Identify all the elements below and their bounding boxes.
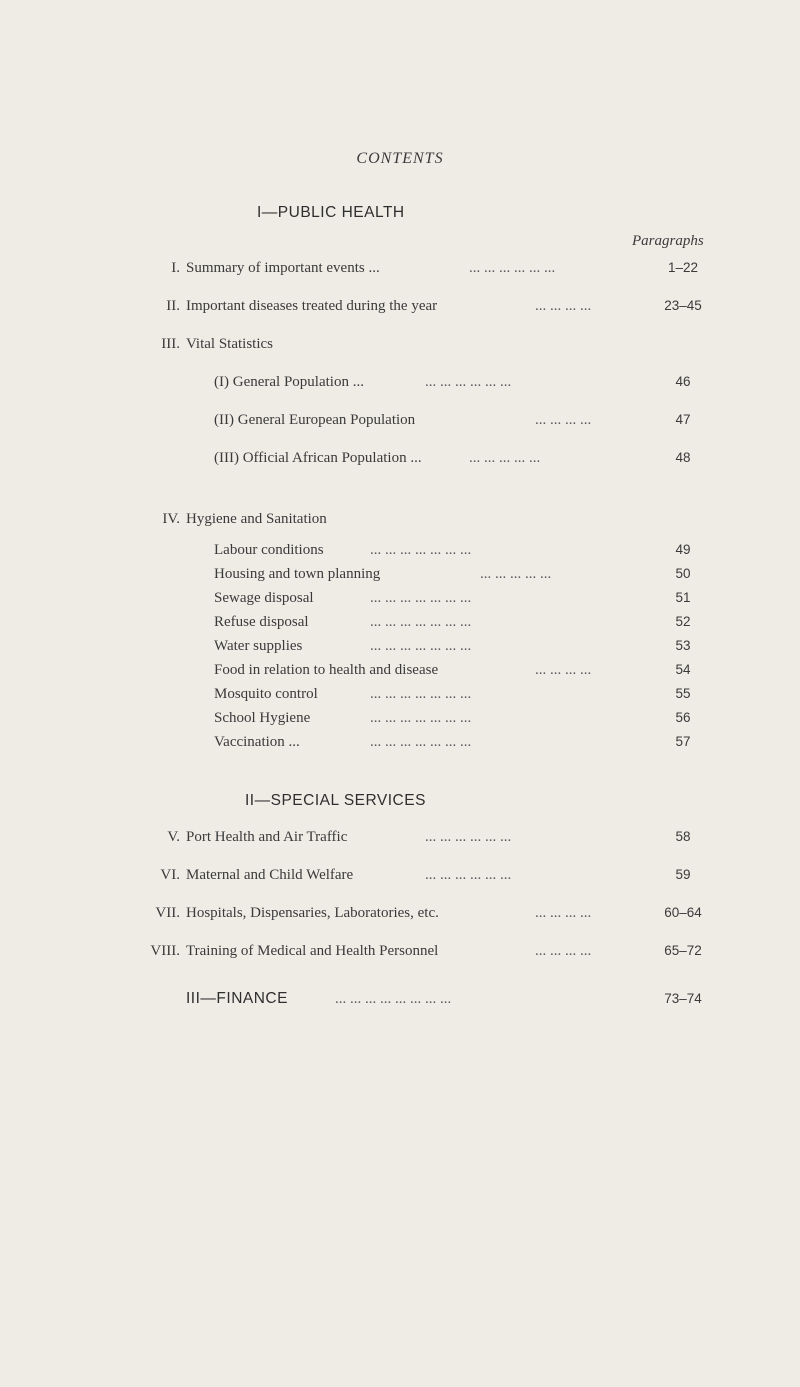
- entry-label: Food in relation to health and disease: [214, 662, 439, 678]
- entry-label: Vaccination ...: [214, 734, 300, 750]
- entry-number: VIII.: [150, 943, 180, 959]
- toc-subentry: [0, 611, 800, 633]
- entry-number: V.: [167, 829, 180, 845]
- leader-dots: ... ... ... ... ...: [480, 566, 552, 582]
- leader-dots: ... ... ... ... ... ...: [425, 867, 512, 883]
- entry-number: II.: [166, 298, 180, 314]
- leader-dots: ... ... ... ... ... ... ...: [370, 710, 472, 726]
- entry-label: Vital Statistics: [186, 336, 274, 352]
- leader-dots: ... ... ... ...: [535, 412, 592, 428]
- toc-subentry: [0, 563, 800, 585]
- entry-label: School Hygiene: [214, 710, 311, 726]
- entry-label: Labour conditions: [214, 542, 324, 558]
- paragraph-ref: 51: [675, 590, 691, 605]
- entry-label: Training of Medical and Health Personnel: [186, 943, 439, 959]
- entry-label: Port Health and Air Traffic: [186, 829, 348, 845]
- page-title: CONTENTS: [356, 150, 444, 167]
- leader-dots: ... ... ... ... ... ... ...: [370, 590, 472, 606]
- toc-subentry: [0, 539, 800, 561]
- leader-dots: ... ... ... ... ... ... ...: [370, 542, 472, 558]
- toc-subentry: [0, 707, 800, 729]
- paragraph-ref: 73–74: [664, 991, 702, 1006]
- leader-dots: ... ... ... ... ... ...: [469, 260, 556, 276]
- paragraph-ref: 59: [675, 867, 691, 882]
- paragraph-ref: 58: [675, 829, 691, 844]
- toc-subentry: [0, 587, 800, 609]
- paragraph-ref: 52: [675, 614, 691, 629]
- toc-subentry: [0, 447, 800, 469]
- toc-entry: [0, 508, 800, 530]
- entry-label: Housing and town planning: [214, 566, 381, 582]
- toc-entry-finance: [0, 988, 800, 1010]
- leader-dots: ... ... ... ... ... ...: [425, 374, 512, 390]
- leader-dots: ... ... ... ... ... ... ...: [370, 638, 472, 654]
- entry-label: (I) General Population ...: [214, 374, 364, 390]
- toc-subentry: [0, 409, 800, 431]
- entry-label: (III) Official African Population ...: [214, 450, 422, 466]
- paragraph-ref: 46: [675, 374, 691, 389]
- entry-number: III.: [161, 336, 180, 352]
- leader-dots: ... ... ... ... ...: [469, 450, 541, 466]
- section-heading-finance: III—FINANCE: [186, 990, 288, 1007]
- entry-label: Hospitals, Dispensaries, Laboratories, etc.: [186, 905, 439, 921]
- entry-label: Water supplies: [214, 638, 303, 654]
- paragraph-ref: 65–72: [664, 943, 702, 958]
- entry-number: VII.: [155, 905, 180, 921]
- leader-dots: ... ... ... ...: [535, 662, 592, 678]
- entry-label: Refuse disposal: [214, 614, 309, 630]
- toc-subentry: [0, 731, 800, 753]
- paragraphs-column-header: Paragraphs: [632, 233, 704, 249]
- leader-dots: ... ... ... ... ... ... ...: [370, 734, 472, 750]
- leader-dots: ... ... ... ...: [535, 298, 592, 314]
- paragraph-ref: 47: [675, 412, 691, 427]
- entry-number: IV.: [162, 511, 180, 527]
- paragraph-ref: 50: [675, 566, 691, 581]
- toc-entry: [0, 333, 800, 355]
- paragraph-ref: 57: [675, 734, 691, 749]
- leader-dots: ... ... ... ... ... ... ... ...: [335, 991, 452, 1007]
- toc-entry: [0, 864, 800, 886]
- section-heading-public-health: I—PUBLIC HEALTH: [257, 204, 405, 221]
- paragraph-ref: 56: [675, 710, 691, 725]
- entry-label: Summary of important events ...: [186, 260, 380, 276]
- paragraph-ref: 1–22: [667, 260, 699, 275]
- leader-dots: ... ... ... ...: [535, 905, 592, 921]
- toc-entry: [0, 257, 800, 279]
- entry-number: VI.: [160, 867, 180, 883]
- toc-entry: [0, 826, 800, 848]
- entry-label: Sewage disposal: [214, 590, 314, 606]
- paragraph-ref: 53: [675, 638, 691, 653]
- paragraph-ref: 23–45: [664, 298, 702, 313]
- paragraph-ref: 55: [675, 686, 691, 701]
- paragraph-ref: 54: [675, 662, 691, 677]
- leader-dots: ... ... ... ... ... ...: [425, 829, 512, 845]
- paragraph-ref: 49: [675, 542, 691, 557]
- toc-entry: [0, 940, 800, 962]
- paragraph-ref: 48: [675, 450, 691, 465]
- toc-entry: [0, 902, 800, 924]
- toc-subentry: [0, 371, 800, 393]
- entry-label: (II) General European Population: [214, 412, 416, 428]
- toc-subentry: [0, 683, 800, 705]
- leader-dots: ... ... ... ...: [535, 943, 592, 959]
- toc-subentry: [0, 635, 800, 657]
- entry-label: Maternal and Child Welfare: [186, 867, 354, 883]
- entry-label: Mosquito control: [214, 686, 318, 702]
- entry-label: Hygiene and Sanitation: [186, 511, 327, 527]
- paragraph-ref: 60–64: [664, 905, 702, 920]
- leader-dots: ... ... ... ... ... ... ...: [370, 614, 472, 630]
- toc-subentry: [0, 659, 800, 681]
- entry-number: I.: [171, 260, 180, 276]
- leader-dots: ... ... ... ... ... ... ...: [370, 686, 472, 702]
- toc-entry: [0, 295, 800, 317]
- entry-label: Important diseases treated during the year: [186, 298, 438, 314]
- section-heading-special-services: II—SPECIAL SERVICES: [245, 792, 426, 809]
